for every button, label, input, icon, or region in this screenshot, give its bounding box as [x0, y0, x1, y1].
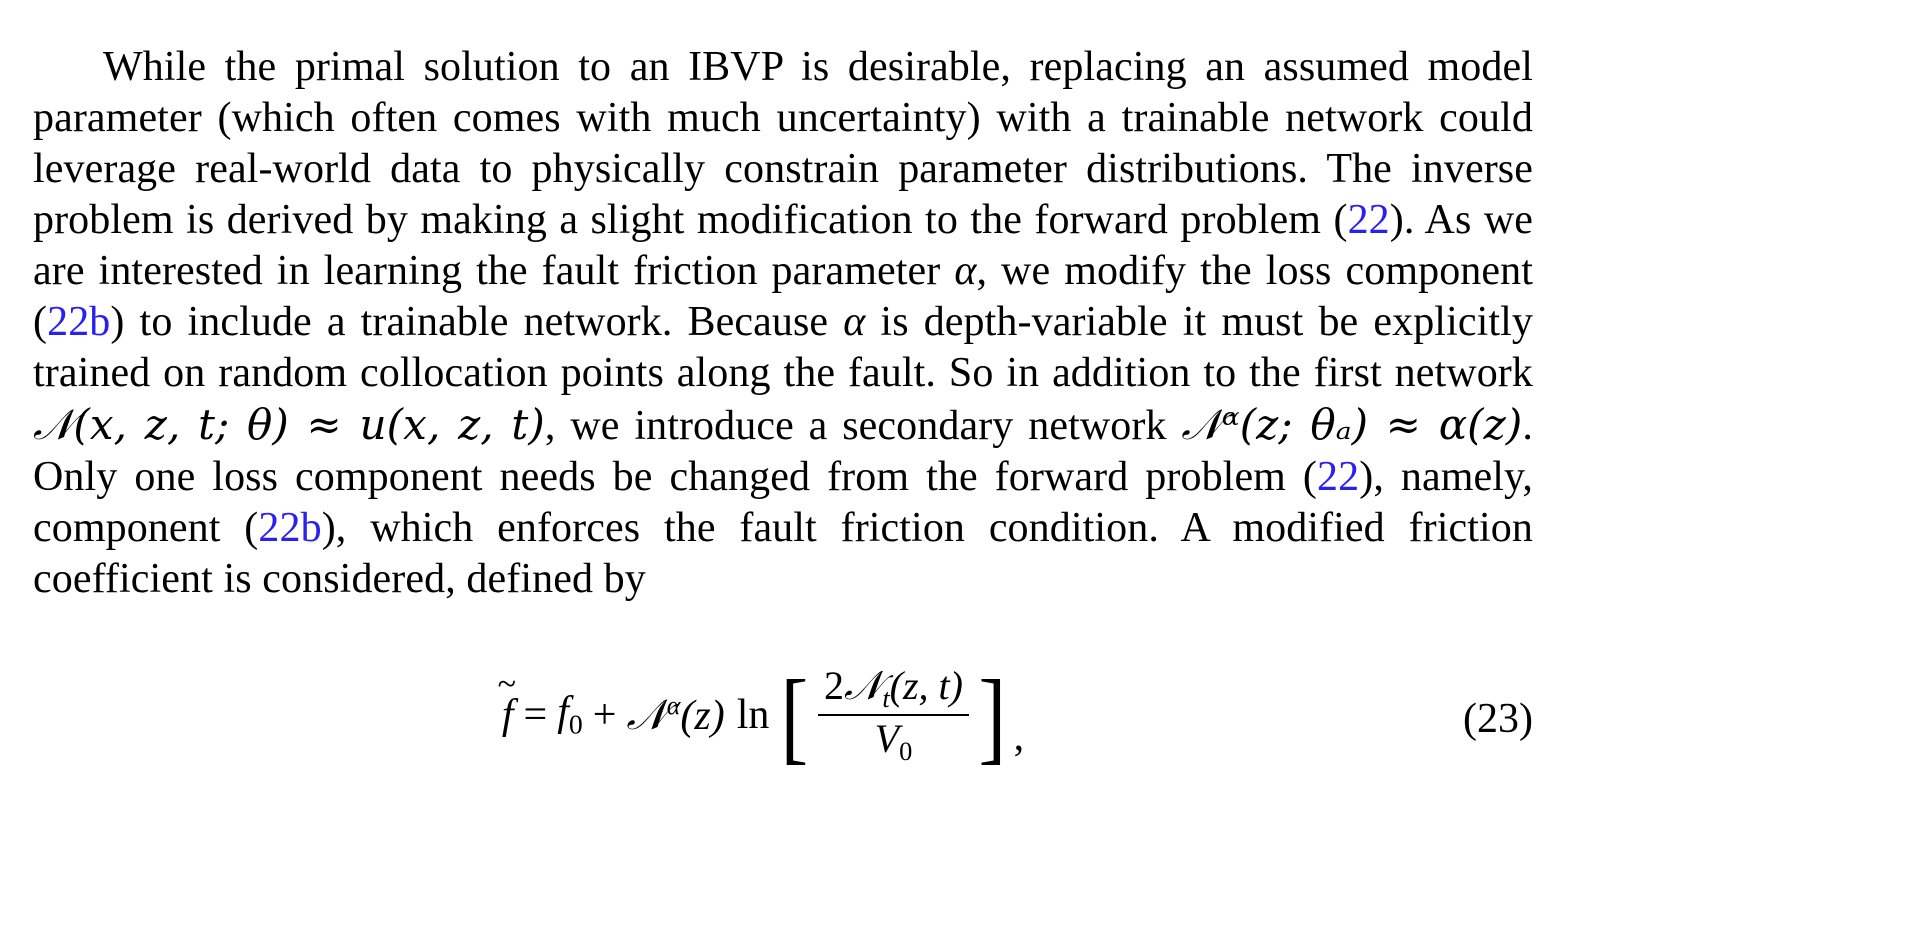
numerator-subscript: t — [882, 683, 890, 714]
citation-link-22b-b[interactable]: 22b — [258, 505, 322, 551]
paragraph-text-segment-9: ), which enforces the fault friction condition. A modified friction coefficient is considered, defined by — [33, 505, 1533, 602]
display-equation — [33, 645, 1533, 785]
bracket-open: [ — [780, 659, 809, 775]
network-symbol: 𝒩 — [626, 690, 667, 739]
paragraph-text-segment-6: , we introduce a secondary network — [544, 403, 1182, 449]
f-subscript: 0 — [568, 708, 583, 740]
numerator-argument: (z, t) — [889, 663, 963, 709]
math-network-secondary: 𝒩ᵅ(z; θₐ) ≈ α(z) — [1181, 400, 1523, 449]
tilde-accent: ~ — [497, 666, 516, 703]
numerator-network-symbol: 𝒩 — [844, 663, 883, 710]
equation-content — [33, 645, 1533, 785]
bracket-close: ] — [978, 659, 1007, 775]
paragraph-text-segment-3: , we modify the loss component ( — [33, 248, 1534, 345]
denominator-symbol: V — [874, 715, 900, 761]
equals-sign: = — [523, 692, 548, 738]
plus-sign: + — [592, 692, 617, 738]
paragraph-text-segment-8: ), namely, component ( — [33, 454, 1533, 551]
network-alpha-term — [626, 690, 725, 739]
paragraph-text-segment-1: While the primal solution to an IBVP is desirable, replacing an assumed model parameter (which often comes with much uncertainty) with a trainable network could leverage real-world data to physically constrain parameter distributions. The inverse problem is derived by making a slight modification to the forward problem ( — [33, 44, 1533, 243]
numerator-coefficient: 2 — [824, 663, 844, 709]
f-symbol: f — [557, 689, 569, 736]
paragraph-text-segment-5: is depth-variable it must be explicitly trained on random collocation points along the fault. So in addition to the first network — [33, 299, 1533, 396]
fraction-denominator — [869, 716, 919, 764]
network-superscript: α — [666, 691, 681, 720]
paragraph-text-segment-7: . Only one loss component needs be changed from the forward problem ( — [33, 403, 1533, 500]
equation-comma: , — [1013, 713, 1025, 760]
term-f-zero — [557, 691, 583, 738]
fraction-numerator — [818, 663, 969, 714]
fraction — [818, 663, 969, 766]
ln-operator: ln — [736, 692, 770, 738]
body-paragraph — [33, 42, 1533, 605]
network-argument: (z) — [680, 693, 725, 739]
lhs-symbol-f: f — [501, 692, 514, 738]
denominator-subscript: 0 — [899, 735, 913, 766]
citation-link-22-a[interactable]: 22 — [1347, 197, 1390, 243]
equation-number: (23) — [1463, 696, 1533, 742]
math-symbol-alpha-1: α — [954, 248, 977, 294]
math-symbol-alpha-2: α — [843, 299, 866, 345]
math-network-primary: 𝒩(x, z, t; θ) ≈ u(x, z, t) — [33, 400, 545, 449]
paragraph-text-segment-4: ) to include a trainable network. Because — [110, 299, 844, 345]
citation-link-22b-a[interactable]: 22b — [47, 299, 111, 345]
citation-link-22-b[interactable]: 22 — [1317, 454, 1360, 500]
paragraph-text-segment-2: ). As we are interested in learning the fault friction parameter — [33, 197, 1533, 294]
equation-lhs — [497, 666, 516, 738]
